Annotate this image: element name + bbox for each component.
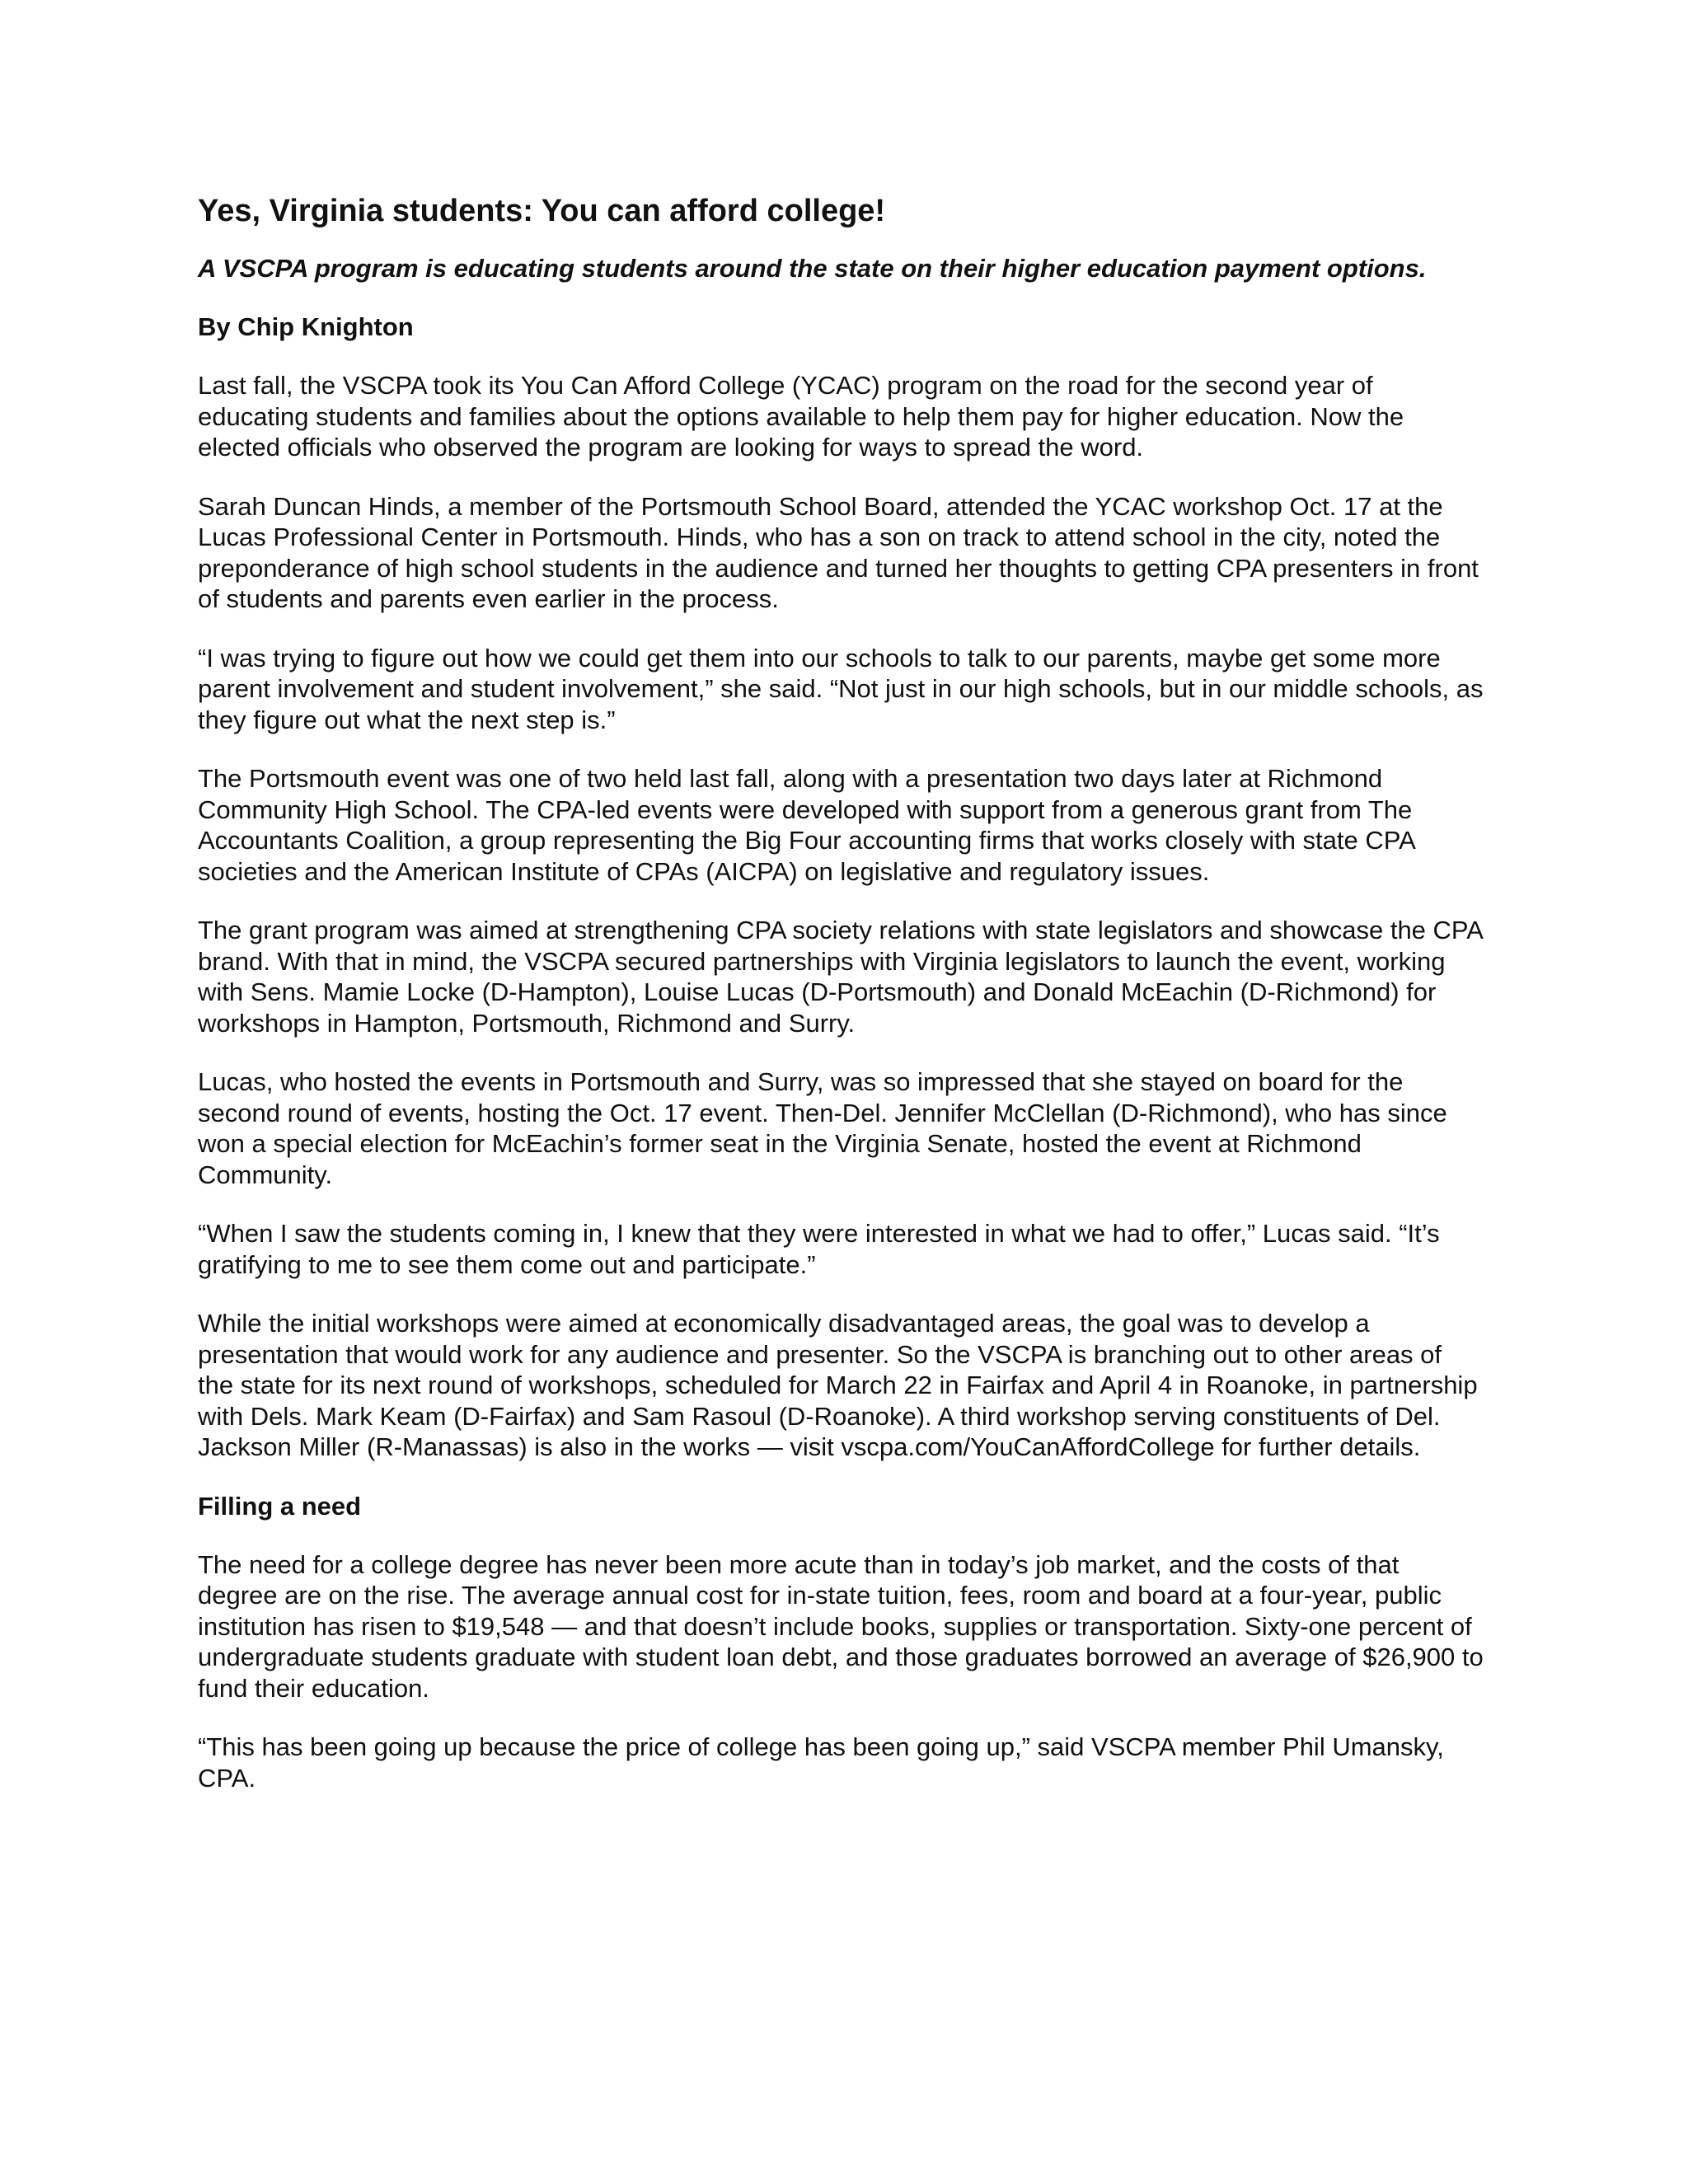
article-byline: By Chip Knighton — [198, 312, 414, 341]
paragraph: “I was trying to figure out how we could get them into our schools to talk to our parents, maybe get some more parent involvement and student involvement,” she said. “Not just in our high schools, but in our middle schools, as they figure out what the next step is.” — [198, 643, 1484, 734]
paragraph: The grant program was aimed at strengthening CPA society relations with state legislators and showcase the CPA brand. With that in mind, the VSCPA secured partnerships with Virginia legislators to launch the event, working with Sens. Mamie Locke (D-Hampton), Louise Lucas (D-Portsmouth) and Donald McEachin (D-Richmond) for workshops in Hampton, Portsmouth, Richmond and Surry. — [198, 916, 1483, 1038]
paragraph: “This has been going up because the price of college has been going up,” said VSCPA member Phil Umansky, CPA. — [198, 1732, 1444, 1793]
paragraph: The need for a college degree has never been more acute than in today’s job market, and the costs of that degree are on the rise. The average annual cost for in-state tuition, fees, room and board at a four-year, public institution has risen to $19,548 — and that doesn’t include books, supplies or transportation. Sixty-one percent of undergraduate students graduate with student loan debt, and those graduates borrowed an average of $26,900 to fund their education. — [198, 1549, 1484, 1703]
article-page — [198, 191, 1484, 1821]
article-subtitle: A VSCPA program is educating students around the state on their higher education payment options. — [198, 254, 1427, 283]
paragraph: “When I saw the students coming in, I knew that they were interested in what we had to offer,” Lucas said. “It’s gratifying to me to see them come out and participate.” — [198, 1219, 1440, 1279]
paragraph: Lucas, who hosted the events in Portsmouth and Surry, was so impressed that she stayed on board for the second round of events, hosting the Oct. 17 event. Then-Del. Jennifer McClellan (D-Richmond), who has since won a special election for McEachin’s former seat in the Virginia Senate, hosted the event at Richmond Community. — [198, 1067, 1447, 1189]
paragraph: Sarah Duncan Hinds, a member of the Portsmouth School Board, attended the YCAC workshop Oct. 17 at the Lucas Professional Center in Portsmouth. Hinds, who has a son on track to attend school in the city, noted the preponderance of high school students in the audience and turned her thoughts to getting CPA presenters in front of students and parents even earlier in the process. — [198, 491, 1479, 613]
section-heading: Filling a need — [198, 1491, 362, 1521]
paragraph: While the initial workshops were aimed at economically disadvantaged areas, the goal was to develop a presentation that would work for any audience and presenter. So the VSCPA is branching out to other areas of the state for its next round of workshops, scheduled for March 22 in Fairfax and April 4 in Roanoke, in partnership with Dels. Mark Keam (D-Fairfax) and Sam Rasoul (D-Roanoke). A third workshop serving constituents of Del. Jackson Miller (R-Manassas) is also in the works — visit vscpa.com/YouCanAffordCollege for further details. — [198, 1309, 1478, 1461]
article-title: Yes, Virginia students: You can afford college! — [198, 194, 886, 228]
paragraph: The Portsmouth event was one of two held last fall, along with a presentation two days later at Richmond Community High School. The CPA-led events were developed with support from a generous grant from The Accountants Coalition, a group representing the Big Four accounting firms that works closely with state CPA societies and the American Institute of CPAs (AICPA) on legislative and regulatory issues. — [198, 764, 1415, 886]
paragraph: Last fall, the VSCPA took its You Can Afford College (YCAC) program on the road for the second year of educating students and families about the options available to help them pay for higher education. Now the elected officials who observed the program are looking for ways to spread the word. — [198, 371, 1404, 462]
